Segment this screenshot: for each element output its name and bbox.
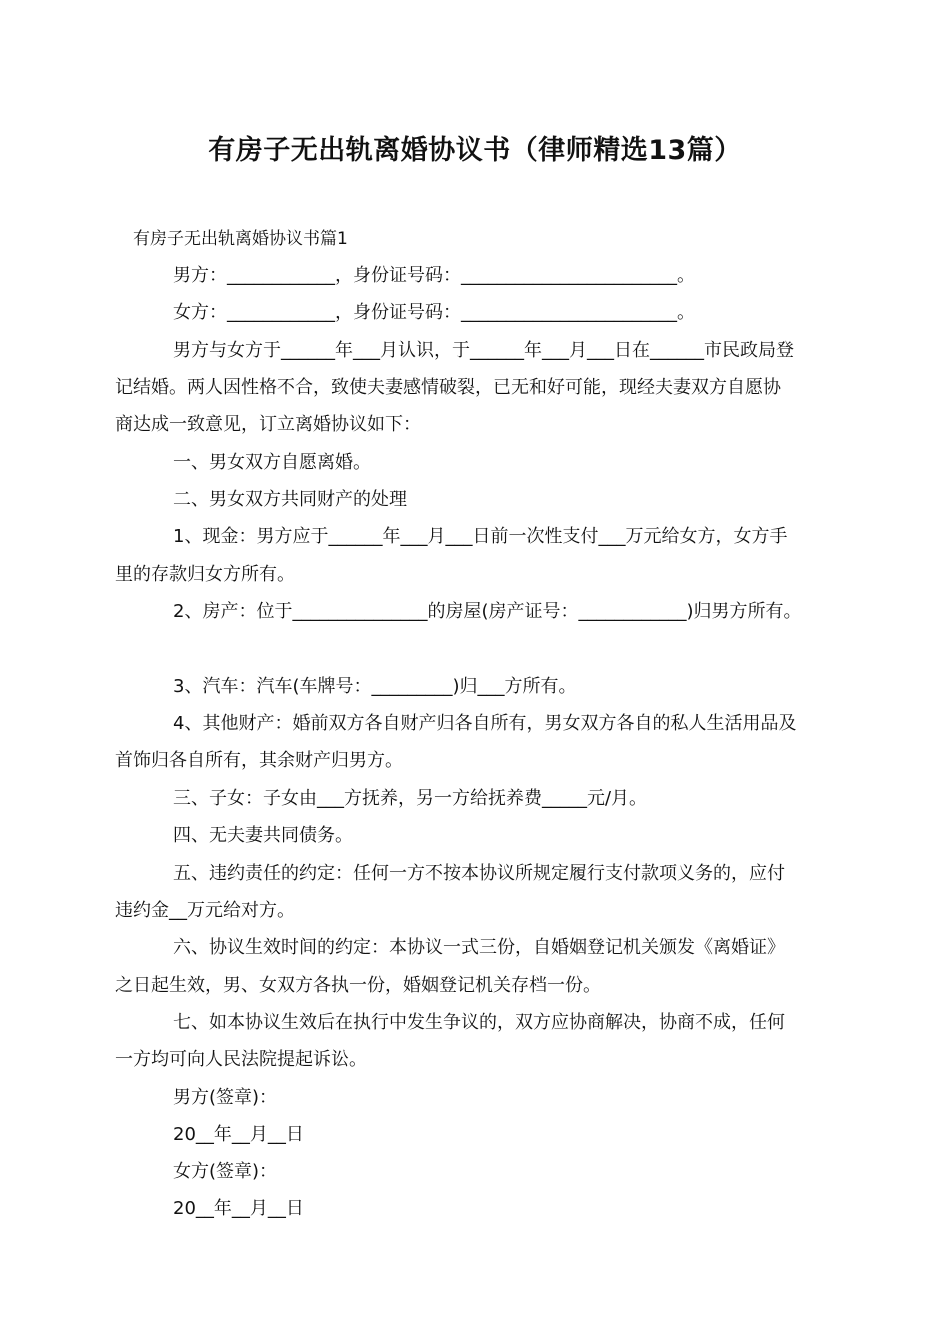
document-title: 有房子无出轨离婚协议书（律师精选13篇） (208, 135, 742, 166)
paragraph-line: 男方与女方于______年___月认识，于______年___月___日在______市民政局登 (173, 340, 794, 361)
clause-line: 首饰归各自所有，其余财产归男方。 (115, 750, 403, 771)
female-party-line: 女方：____________，身份证号码：________________________。 (173, 302, 695, 323)
clause-line: 三、子女：子女由___方抚养，另一方给抚养费_____元/月。 (173, 788, 648, 809)
clause-line: 里的存款归女方所有。 (115, 564, 295, 585)
male-date-line: 20__年__月__日 (173, 1124, 304, 1145)
clause-line: 一方均可向人民法院提起诉讼。 (115, 1049, 367, 1070)
section-heading: 有房子无出轨离婚协议书篇1 (133, 229, 348, 249)
female-signature-line: 女方(签章)： (173, 1161, 278, 1182)
clause-line: 4、其他财产：婚前双方各自财产归各自所有，男女双方各自的私人生活用品及 (173, 713, 797, 734)
male-signature-line: 男方(签章)： (173, 1087, 278, 1108)
clause-line: 四、无夫妻共同债务。 (173, 825, 353, 846)
clause-line: 六、协议生效时间的约定：本协议一式三份，自婚姻登记机关颁发《离婚证》 (173, 937, 785, 958)
clause-line: 违约金__万元给对方。 (115, 900, 295, 921)
paragraph-line: 记结婚。两人因性格不合，致使夫妻感情破裂，已无和好可能，现经夫妻双方自愿协 (115, 377, 781, 398)
clause-line: 2、房产：位于_______________的房屋(房产证号：____________)归男方所有。 (173, 601, 802, 622)
clause-line: 一、男女双方自愿离婚。 (173, 452, 371, 473)
clause-line: 之日起生效，男、女双方各执一份，婚姻登记机关存档一份。 (115, 975, 601, 996)
clause-line: 3、汽车：汽车(车牌号：_________)归___方所有。 (173, 676, 577, 697)
paragraph-line: 商达成一致意见，订立离婚协议如下： (115, 414, 421, 435)
clause-line: 二、男女双方共同财产的处理 (173, 489, 407, 510)
clause-line: 1、现金：男方应于______年___月___日前一次性支付___万元给女方，女方手 (173, 526, 788, 547)
female-date-line: 20__年__月__日 (173, 1198, 304, 1219)
clause-line: 五、违约责任的约定：任何一方不按本协议所规定履行支付款项义务的，应付 (173, 863, 785, 884)
clause-line: 七、如本协议生效后在执行中发生争议的，双方应协商解决，协商不成，任何 (173, 1012, 785, 1033)
male-party-line: 男方：____________，身份证号码：________________________。 (173, 265, 695, 286)
